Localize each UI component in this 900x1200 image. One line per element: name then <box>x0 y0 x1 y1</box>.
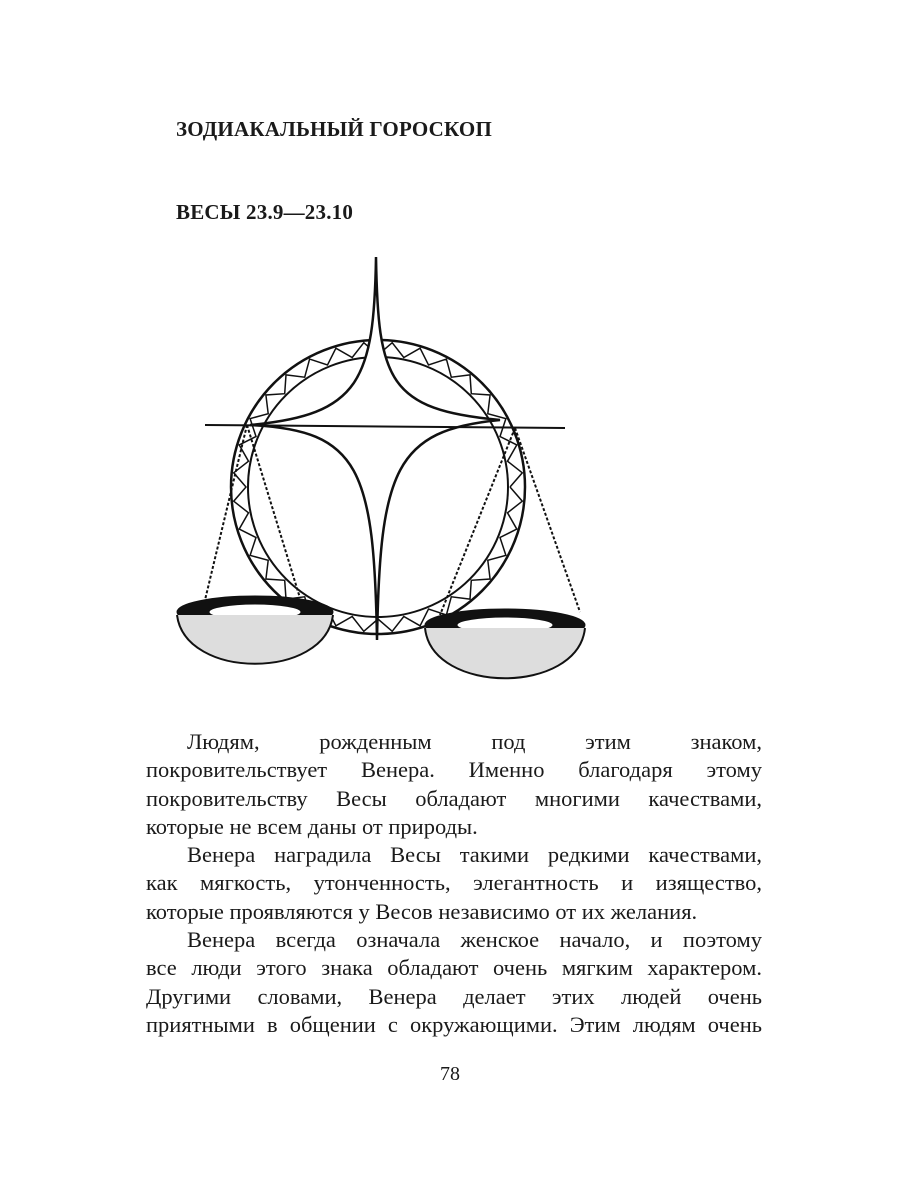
text-line: Другими словами, Венера делает этих людей очень <box>146 983 762 1009</box>
text-line: Венера наградила Весы такими редкими качествами, <box>187 842 762 868</box>
text-line: все люди этого знака обладают очень мягким характером. <box>146 955 762 981</box>
text-line: как мягкость, утонченность, элегантность и изящество, <box>146 870 762 896</box>
body-text <box>146 728 762 1039</box>
text-line: приятными в общении с окружающими. Этим людям очень <box>146 1011 762 1037</box>
text-line: которые не всем даны от природы. <box>146 813 478 839</box>
text-line: покровительству Весы обладают многими качествами, <box>146 785 762 811</box>
page-number: 78 <box>440 1063 460 1085</box>
section-heading: ВЕСЫ 23.9—23.10 <box>176 200 354 224</box>
page-heading: ЗОДИАКАЛЬНЫЙ ГОРОСКОП <box>176 117 492 141</box>
libra-scales-icon <box>170 250 590 690</box>
text-line: Венера всегда означала женское начало, и поэтому <box>187 927 762 953</box>
text-line: Людям, рожденным под этим знаком, <box>187 729 762 754</box>
text-line: покровительствует Венера. Именно благодаря этому <box>146 757 762 783</box>
text-line: которые проявляются у Весов независимо от их желания. <box>146 898 698 924</box>
